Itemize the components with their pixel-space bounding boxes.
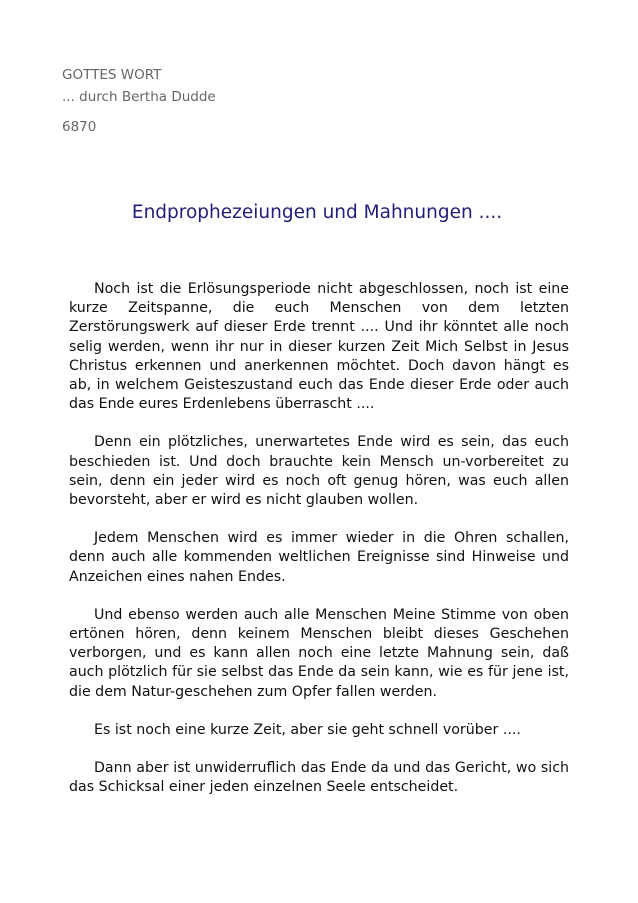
paragraph-1: Noch ist die Erlösungsperiode nicht abgeschlossen, noch ist eine kurze Zeitspanne, die euch Menschen von dem letzten Zerstörungswerk auf dieser Erde trennt .... Und ihr könntet alle noch selig werden, wenn ihr nur in dieser kurzen Zeit Mich Selbst in Jesus Christus erkennen und anerkennen möchtet. Doch davon hängt es ab, in welchem Geisteszustand euch das Ende dieser Erde oder auch das Ende eures Erdenlebens überrascht .... (69, 281, 569, 413)
page-title: Endprophezeiungen und Mahnungen .... (131, 202, 503, 223)
paragraph-3: Jedem Menschen wird es immer wieder in die Ohren schallen, denn auch alle kommenden weltlichen Ereignisse sind Hinweise und Anzeichen eines nahen Endes. (69, 530, 569, 585)
paragraph-5: Es ist noch eine kurze Zeit, aber sie geht schnell vorüber .... (94, 721, 521, 738)
document-number: 6870 (62, 119, 97, 135)
header-author: ... durch Bertha Dudde (62, 89, 216, 105)
header-source-title: GOTTES WORT (62, 67, 162, 83)
paragraph-2: Denn ein plötzliches, unerwartetes Ende wird es sein, das euch beschieden ist. Und doch brauchte kein Mensch un-vorbereitet zu sein, denn ein jeder wird es noch oft genug hören, was euch allen bevorsteht, aber er wird es nicht glauben wollen. (69, 434, 569, 509)
paragraph-4: Und ebenso werden auch alle Menschen Meine Stimme von oben ertönen hören, denn keinem Menschen bleibt dieses Geschehen verborgen, und es kann allen noch eine letzte Mahnung sein, daß auch plötzlich für sie selbst das Ende da sein kann, wie es für jene ist, die dem Natur-geschehen zum Opfer fallen werden. (69, 606, 569, 700)
document-body (69, 280, 569, 797)
paragraph-6: Dann aber ist unwiderruflich das Ende da und das Gericht, wo sich das Schicksal einer jeden einzelnen Seele entscheidet. (69, 760, 569, 796)
document-header (62, 64, 582, 108)
